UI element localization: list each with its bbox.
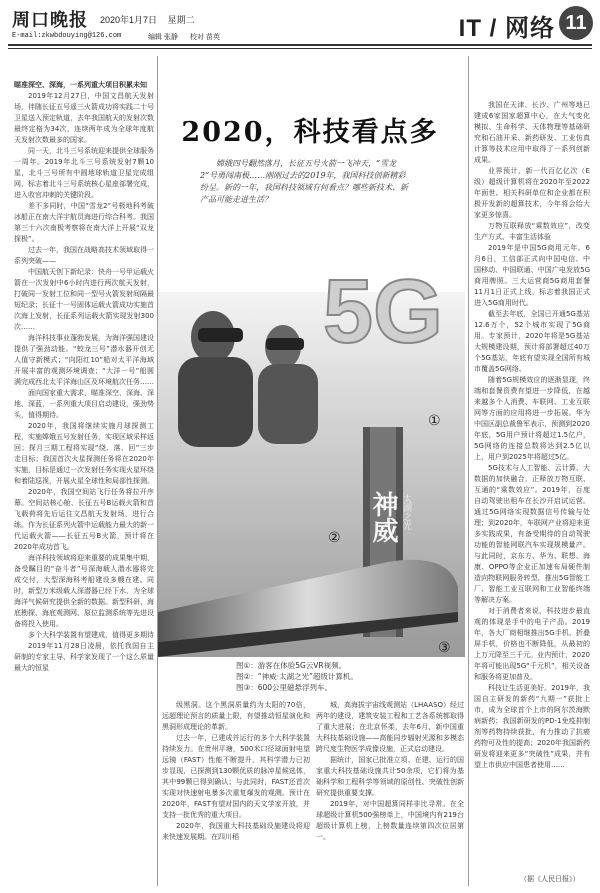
weekday-text: 星期二 xyxy=(167,15,195,25)
column-divider xyxy=(468,56,469,886)
photo-marker-3: ③ xyxy=(438,640,451,656)
body-paragraph: 城，高海拔宇宙线观测站（LHAASO）经过两年的建设，建筑安装工程和工艺各系统都取得了重大进展；在北京怀柔，去年6月，新中国重大科技基础设施——高能同步辐射光源和多模态跨尺度生物医学成像设施，正式启动建设。 xyxy=(316,701,464,753)
body-paragraph: 2019年是中国5G商用元年。6月6日，工信部正式向中国电信、中国移动、中国联通、中国广电发放5G商用牌照。三大运营商5G商用套餐11月1日正式上线，标志着我国正式进入5G商用时代。 xyxy=(474,244,590,307)
issue-date xyxy=(100,13,203,26)
email-address: E-mail:zkwbdouying@126.com xyxy=(12,32,122,40)
body-paragraph: 截至去年底，全国已开通5G基站12.6万个，52个城市实现了5G商用。专家预计，2020年将是5G基站大规模建设期，预计将部署超过40万个5G基站，年底有望实现全国所有城市覆盖5G网络。 xyxy=(474,310,590,373)
body-paragraph: 2019年12月27日，中国文昌航天发射场，伴随长征五号遥三火箭成功将实践二十号卫星送入预定轨道，去年我国航天的发射次数最终定格为34次，连续两年成为全球年度航天发射次数最多的国家。 xyxy=(14,92,154,144)
body-paragraph: 5G技术与人工智能、云计算、大数据的加快融合，正释放万物互联、互通的“乘数效应”。2019年，百度自动驾驶出租车在长沙开启试运营。通过5G网络实现数据信号传输与处理；到2020年，车联网产业将迎来更多实践成果，有备受期待的自动驾驶功能的智能网联汽车实现规模量产。与此同时，京东方、华为、联想、海康、OPPO等企业正加速布局硬件制造向物联网服务转型，推出5G智能工厂、智能工业互联网和工业智能终端等解决方案。 xyxy=(474,464,590,604)
body-paragraph: 多个大科学装置有望建成，值得更多期待 xyxy=(28,631,154,639)
body-paragraph: 科技让生活更美好。2019年，我国自主研发的新药“九期一”获批上市，成为全球首个上市的阿尔茨海默病新药；我国新研发的PD-1免疫抑制剂等药物持续获批，有力推动了抗癌药物可及性的提高；2020年我国新药研发将迎来更多“突破性”成果，并有望上市供应中国患者使用…… xyxy=(474,684,590,769)
body-paragraph: 过去一年，我国在战略高技术领域取得一系列突破—— xyxy=(14,246,154,265)
body-paragraph: 2020年，我国重大科技基础设施建设将迎来快速发展期。在四川稻 xyxy=(162,822,310,841)
caption-3: 图③：600公里磁悬浮列车。 xyxy=(236,683,333,692)
body-paragraph: 2019年11月28日凌晨，依托我国自主研制的专家主导、科学家发现了一个这么质量最大的恒星 xyxy=(14,642,154,672)
body-paragraph: 随着5G规模效应的逐渐显现，终端和套餐资费有望进一步降低，在越来越多个人消费、车联网、工业互联网等方面的应用将进一步拓展。华为中国区副总裁鲁军表示，预测到2020年底，5G用户预计将超过1.5亿户，5G网络的连接总数将达到2.5亿以上，用户到2025年将超过5亿。 xyxy=(474,376,590,461)
body-paragraph: 中国航天创下新纪录：快舟一号甲运载火箭在一次发射中6小时内进行两次航天发射，打破同一发射工位和同一型号火箭发射间隔最短纪录；长征十一号固体运载火箭成功实施首次海上发射，长征系列运载火箭实现发射300次…… xyxy=(14,268,154,331)
right-column xyxy=(474,100,590,870)
sign-taihu: 太湖之光 xyxy=(401,494,411,530)
left-column xyxy=(14,80,154,880)
body-paragraph: 万物互联释放“乘数效应”，改变生产方式、丰富生活体验 xyxy=(474,222,590,241)
photo-illustration xyxy=(158,142,465,657)
body-paragraph: 面向国家重大需求，瞄准深空、深海、深地、深蓝，一系列重大项目启动建设，强劲势头，值得期待。 xyxy=(14,389,154,419)
body-paragraph: 业界预计，新一代百亿亿次（E级）超级计算机将在2020年至2022年面世。相关科研单位和企业都在积极开发新的超算技术，今年将会给大家更多惊喜。 xyxy=(474,167,590,219)
photo-marker-2: ② xyxy=(328,530,341,546)
body-paragraph: 海洋科技领域将迎来重要的成果集中期，备受瞩目的“奋斗者”号深海载人潜水器将完成交付，大型深海科考船建设多艘在建。同时，新型万米级载人深潜器已经下水，为全球海洋气候研究提供全新的数据。新型科研、海底勘探、海底观测网、原位监测系统等先进设备将投入使用。 xyxy=(14,554,154,628)
body-paragraph: 同一天，北斗三号系统迎来提供全球服务一周年。2019年北斗三号系统发射7颗10星，北斗三号所有中圆地球轨道卫星完成组网，标志着北斗三号系统核心星座部署完成，进入收官冲刺的关键阶段。 xyxy=(14,147,154,199)
left-subhead: 瞄准深空、深海，一系列重大项目积累未知 xyxy=(14,81,147,89)
intro-paragraph: 嫦娥四号翻然落月，长征五号火箭一飞冲天，“雪龙2”号勇闯南极……刚刚过去的2019年，我国科技创新精彩纷呈。新的一年，我国科技领域有何看点？哪些新技术、新产品可能走进生活？ xyxy=(200,159,408,204)
section-title: IT / 网络 xyxy=(458,15,555,42)
photo-captions xyxy=(236,660,466,693)
newspaper-logo: 周口晚报 xyxy=(12,10,88,31)
body-paragraph: 级黑洞。这个黑洞质量约为太阳的70倍，远超理论预言的质量上限，有望推动恒星演化和黑洞形成理论的革新。 xyxy=(162,701,310,731)
body-paragraph: 2020年，我国空间站飞行任务将拉开序幕。空间站核心舱、长征五号B运载火箭和首飞载荷将先后运往文昌航天发射场，进行合练。作为长征系列火箭中运载能力最大的新一代运载火箭——长征五号B火箭，预计将在2020年成功首飞。 xyxy=(14,488,154,551)
masthead-rule xyxy=(8,44,592,46)
source-credit: （据《人民日报》） xyxy=(520,875,580,883)
editor-name: 编辑 张静 xyxy=(148,34,178,41)
caption-1: 图①：游客在体验5G云VR视频。 xyxy=(236,661,347,670)
middle-column-2 xyxy=(316,700,464,885)
body-paragraph: 我国在天津、长沙、广州等地已建成6家国家超算中心，在大气变化模拟、生命科学、天体物理等基础研究和石油开采、新药研发、工业仿真计算等技术应用中取得了一系列创新成果。 xyxy=(474,101,590,164)
sign-5g: 5G xyxy=(322,262,444,362)
body-paragraph: 过去一年，已建成并运行的多个大科学装置持续发力。在贵州平塘，500米口径球面射电望远镜（FAST）性能不断提升，其科学潜力已初步显现，已探测到130颗优质的脉冲星候选体，其中99颗已得到确认；与此同时，FAST还首次实现对快速射电暴多次重复爆发的观测。预计在2020年，FAST有望对国内的天文学家开放，并支持一批优秀的重大项目。 xyxy=(162,734,310,819)
caption-2: 图②：“神威·太湖之光”超级计算机。 xyxy=(236,672,358,681)
editor-credits xyxy=(148,32,230,42)
body-paragraph: 据统计，国家已批准立项、在建、运行的国家重大科技基础设施共计50余项，它们将为基础科学和工程科学等领域的原创性、突破性创新研究提供重要支撑。 xyxy=(316,756,464,797)
photo-marker-1: ① xyxy=(428,413,441,429)
sign-shenwei: 神威 xyxy=(368,491,398,543)
body-paragraph: 2019年，对中国超算同样非比寻常。在全球超级计算机500强榜单上，中国境内有219台超级计算机上榜，上榜数量连续第四次位居第一。 xyxy=(316,800,464,841)
body-paragraph: 差不多同时，中国“雪龙2”号极地科考破冰船正在南大洋宇航员海进行综合科考。我国第三十六次南极考察将在南大洋上开展“双龙探极”。 xyxy=(14,202,154,243)
proofreader-name: 校对 苗英 xyxy=(189,34,220,41)
body-paragraph: 对于消费者来说，科技进步最直观的体现是手中的电子产品。2019年，各大厂商相继推出5G手机、折叠屏手机，价格也不断降低，从最初的上万元降至三千元。业内预计，2020年将可能出现5G“千元机”，相关设备和服务将更加普及。 xyxy=(474,607,590,681)
body-paragraph: 海洋科技事业蓬勃发展，为海洋强国建设提供了强劲动能。“蛟龙三号”潜水器开创无人值守新模式；“向阳红10”船对太平洋海域开展丰富的观测环境调查；“大洋一号”船圆满完成西北太平洋海山区及环境航次任务…… xyxy=(14,334,154,386)
masthead xyxy=(8,4,593,60)
page-number-badge: 11 xyxy=(559,6,593,40)
body-paragraph: 2020年，我国将继续实施月球探测工程，实施嫦娥五号发射任务，实现区域采样返回；探月三期工程将实现“绕、落、回”三步走目标；我国首次火星探测任务将在2020年实施，目标是通过一次发射任务实现火星环绕和着陆巡视，开展火星全球性和局部性探测。 xyxy=(14,422,154,485)
headline: 2020，科技看点多 xyxy=(181,117,439,148)
photo-collage xyxy=(158,142,465,657)
middle-column-1 xyxy=(162,700,310,885)
masthead-rule-thin xyxy=(8,48,592,49)
date-text: 2020年1月7日 xyxy=(100,15,158,25)
